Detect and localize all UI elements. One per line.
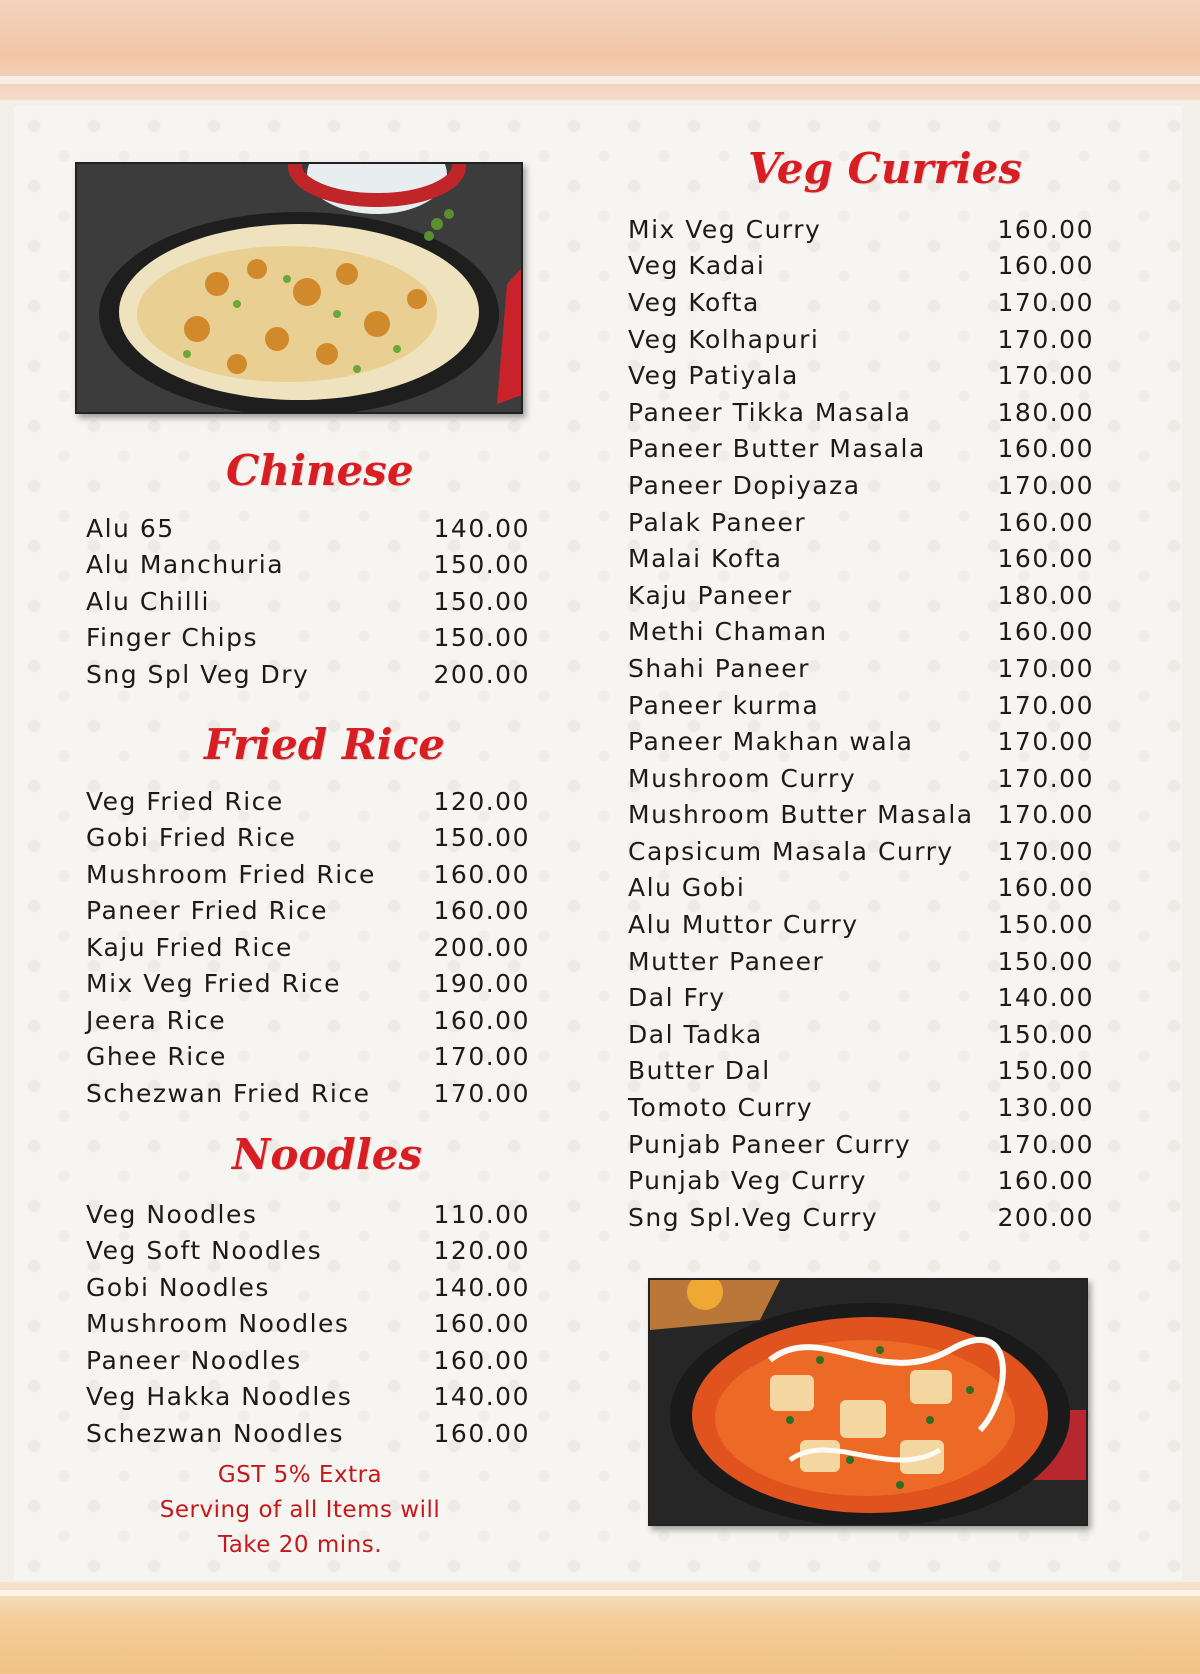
item-price: 150.00 [997,910,1094,940]
item-name: Malai Kofta [628,544,783,574]
list-item [628,248,1094,285]
item-price: 160.00 [433,1309,530,1339]
list-item [628,394,1094,431]
item-price: 160.00 [433,896,530,926]
list-item [628,760,1094,797]
item-price: 160.00 [433,859,530,889]
item-price: 160.00 [997,617,1094,647]
item-name: Gobi Fried Rice [86,823,297,853]
list-item [86,510,530,547]
item-name: Methi Chaman [628,617,828,647]
veg-curries-menu-list [628,211,1094,1236]
list-item [86,929,530,966]
list-item [86,1039,530,1076]
fried-rice-menu-list [86,783,530,1112]
item-price: 170.00 [997,361,1094,391]
item-name: Capsicum Masala Curry [628,836,954,866]
footer-notes [140,1458,460,1563]
list-item [86,1342,530,1379]
item-price: 170.00 [997,1129,1094,1159]
list-item [628,1053,1094,1090]
item-name: Mushroom Noodles [86,1309,350,1339]
list-item [86,820,530,857]
item-name: Punjab Veg Curry [628,1166,867,1196]
item-name: Veg Kofta [628,287,760,317]
item-name: Veg Kadai [628,251,766,281]
list-item [628,650,1094,687]
item-price: 170.00 [997,800,1094,830]
item-price: 170.00 [997,324,1094,354]
item-price: 150.00 [433,823,530,853]
item-name: Mushroom Curry [628,763,857,793]
item-price: 170.00 [997,836,1094,866]
item-price: 200.00 [433,659,530,689]
item-name: Punjab Paneer Curry [628,1129,912,1159]
list-item [628,211,1094,248]
item-price: 140.00 [433,1382,530,1412]
list-item [628,1089,1094,1126]
item-price: 180.00 [997,580,1094,610]
item-price: 150.00 [997,1019,1094,1049]
item-name: Sng Spl Veg Dry [86,659,310,689]
item-name: Mushroom Fried Rice [86,859,376,889]
section-title-veg-curries: Veg Curries [748,144,1022,193]
list-item [86,1002,530,1039]
item-name: Alu 65 [86,513,175,543]
item-price: 180.00 [997,397,1094,427]
item-price: 160.00 [997,434,1094,464]
item-price: 160.00 [433,1418,530,1448]
item-name: Palak Paneer [628,507,807,537]
item-name: Paneer Fried Rice [86,896,329,926]
item-name: Shahi Paneer [628,653,810,683]
item-name: Veg Fried Rice [86,786,284,816]
item-name: Ghee Rice [86,1042,227,1072]
item-price: 140.00 [433,513,530,543]
list-item [628,979,1094,1016]
item-price: 150.00 [433,623,530,653]
list-item [86,1075,530,1112]
item-price: 150.00 [433,550,530,580]
top-border-band [0,0,1200,100]
item-price: 170.00 [997,690,1094,720]
item-name: Paneer Makhan wala [628,727,914,757]
item-name: Veg Hakka Noodles [86,1382,353,1412]
item-name: Paneer kurma [628,690,820,720]
item-price: 160.00 [433,1345,530,1375]
item-name: Tomoto Curry [628,1093,814,1123]
section-title-fried-rice: Fried Rice [204,720,446,769]
item-price: 150.00 [997,946,1094,976]
item-name: Mutter Paneer [628,946,825,976]
list-item [628,504,1094,541]
item-price: 200.00 [997,1202,1094,1232]
item-price: 170.00 [997,653,1094,683]
list-item [628,321,1094,358]
section-title-chinese: Chinese [226,446,414,495]
item-name: Kaju Paneer [628,580,793,610]
list-item [628,687,1094,724]
item-price: 150.00 [433,586,530,616]
item-name: Veg Soft Noodles [86,1236,323,1266]
list-item [86,547,530,584]
item-name: Mix Veg Fried Rice [86,969,342,999]
item-price: 160.00 [997,507,1094,537]
list-item [86,1196,530,1233]
list-item [86,856,530,893]
paneer-curry-photo [648,1278,1088,1526]
item-price: 160.00 [997,873,1094,903]
chinese-menu-list [86,510,530,693]
item-name: Butter Dal [628,1056,771,1086]
item-price: 120.00 [433,1236,530,1266]
item-name: Alu Manchuria [86,550,285,580]
list-item [628,870,1094,907]
list-item [628,357,1094,394]
list-item [86,1379,530,1416]
item-name: Alu Chilli [86,586,210,616]
list-item [86,656,530,693]
item-price: 160.00 [997,251,1094,281]
list-item [628,577,1094,614]
list-item [628,723,1094,760]
list-item [86,1269,530,1306]
item-price: 170.00 [997,287,1094,317]
list-item [86,620,530,657]
list-item [628,467,1094,504]
section-title-noodles: Noodles [232,1130,423,1179]
item-name: Sng Spl.Veg Curry [628,1202,879,1232]
item-name: Mushroom Butter Masala [628,800,974,830]
list-item [628,943,1094,980]
item-name: Paneer Dopiyaza [628,470,861,500]
list-item [86,783,530,820]
item-price: 130.00 [997,1093,1094,1123]
item-name: Dal Fry [628,983,726,1013]
list-item [628,431,1094,468]
list-item [628,797,1094,834]
list-item [628,833,1094,870]
list-item [86,1306,530,1343]
serving-time-note: Take 20 mins. [217,1532,383,1558]
item-price: 120.00 [433,786,530,816]
item-price: 110.00 [433,1199,530,1229]
list-item [86,966,530,1003]
bottom-border-line [0,1590,1200,1596]
item-price: 150.00 [997,1056,1094,1086]
list-item [86,893,530,930]
noodles-menu-list [86,1196,530,1452]
item-name: Finger Chips [86,623,258,653]
item-price: 170.00 [433,1078,530,1108]
item-name: Kaju Fried Rice [86,932,293,962]
item-name: Schezwan Fried Rice [86,1078,371,1108]
item-price: 170.00 [997,763,1094,793]
item-price: 170.00 [997,727,1094,757]
item-price: 170.00 [997,470,1094,500]
item-name: Paneer Tikka Masala [628,397,912,427]
list-item [86,1415,530,1452]
item-price: 140.00 [433,1272,530,1302]
list-item [628,540,1094,577]
item-name: Jeera Rice [86,1005,227,1035]
item-price: 140.00 [997,983,1094,1013]
list-item [86,1233,530,1270]
serving-note: Serving of all Items will [159,1497,441,1523]
item-price: 190.00 [433,969,530,999]
item-name: Gobi Noodles [86,1272,270,1302]
item-price: 160.00 [997,544,1094,574]
item-name: Veg Patiyala [628,361,799,391]
gst-note: GST 5% Extra [217,1462,383,1488]
item-price: 170.00 [433,1042,530,1072]
item-price: 160.00 [997,214,1094,244]
item-name: Schezwan Noodles [86,1418,345,1448]
item-name: Veg Kolhapuri [628,324,820,354]
list-item [628,284,1094,321]
fried-rice-photo [75,162,523,414]
item-name: Paneer Noodles [86,1345,302,1375]
item-name: Dal Tadka [628,1019,763,1049]
top-border-line [0,76,1200,84]
list-item [628,614,1094,651]
list-item [628,1199,1094,1236]
item-name: Paneer Butter Masala [628,434,926,464]
item-price: 160.00 [433,1005,530,1035]
list-item [628,1126,1094,1163]
item-name: Alu Muttor Curry [628,910,859,940]
list-item [628,1016,1094,1053]
list-item [86,583,530,620]
item-name: Veg Noodles [86,1199,258,1229]
item-name: Mix Veg Curry [628,214,822,244]
item-name: Alu Gobi [628,873,746,903]
list-item [628,1162,1094,1199]
item-price: 200.00 [433,932,530,962]
list-item [628,906,1094,943]
item-price: 160.00 [997,1166,1094,1196]
